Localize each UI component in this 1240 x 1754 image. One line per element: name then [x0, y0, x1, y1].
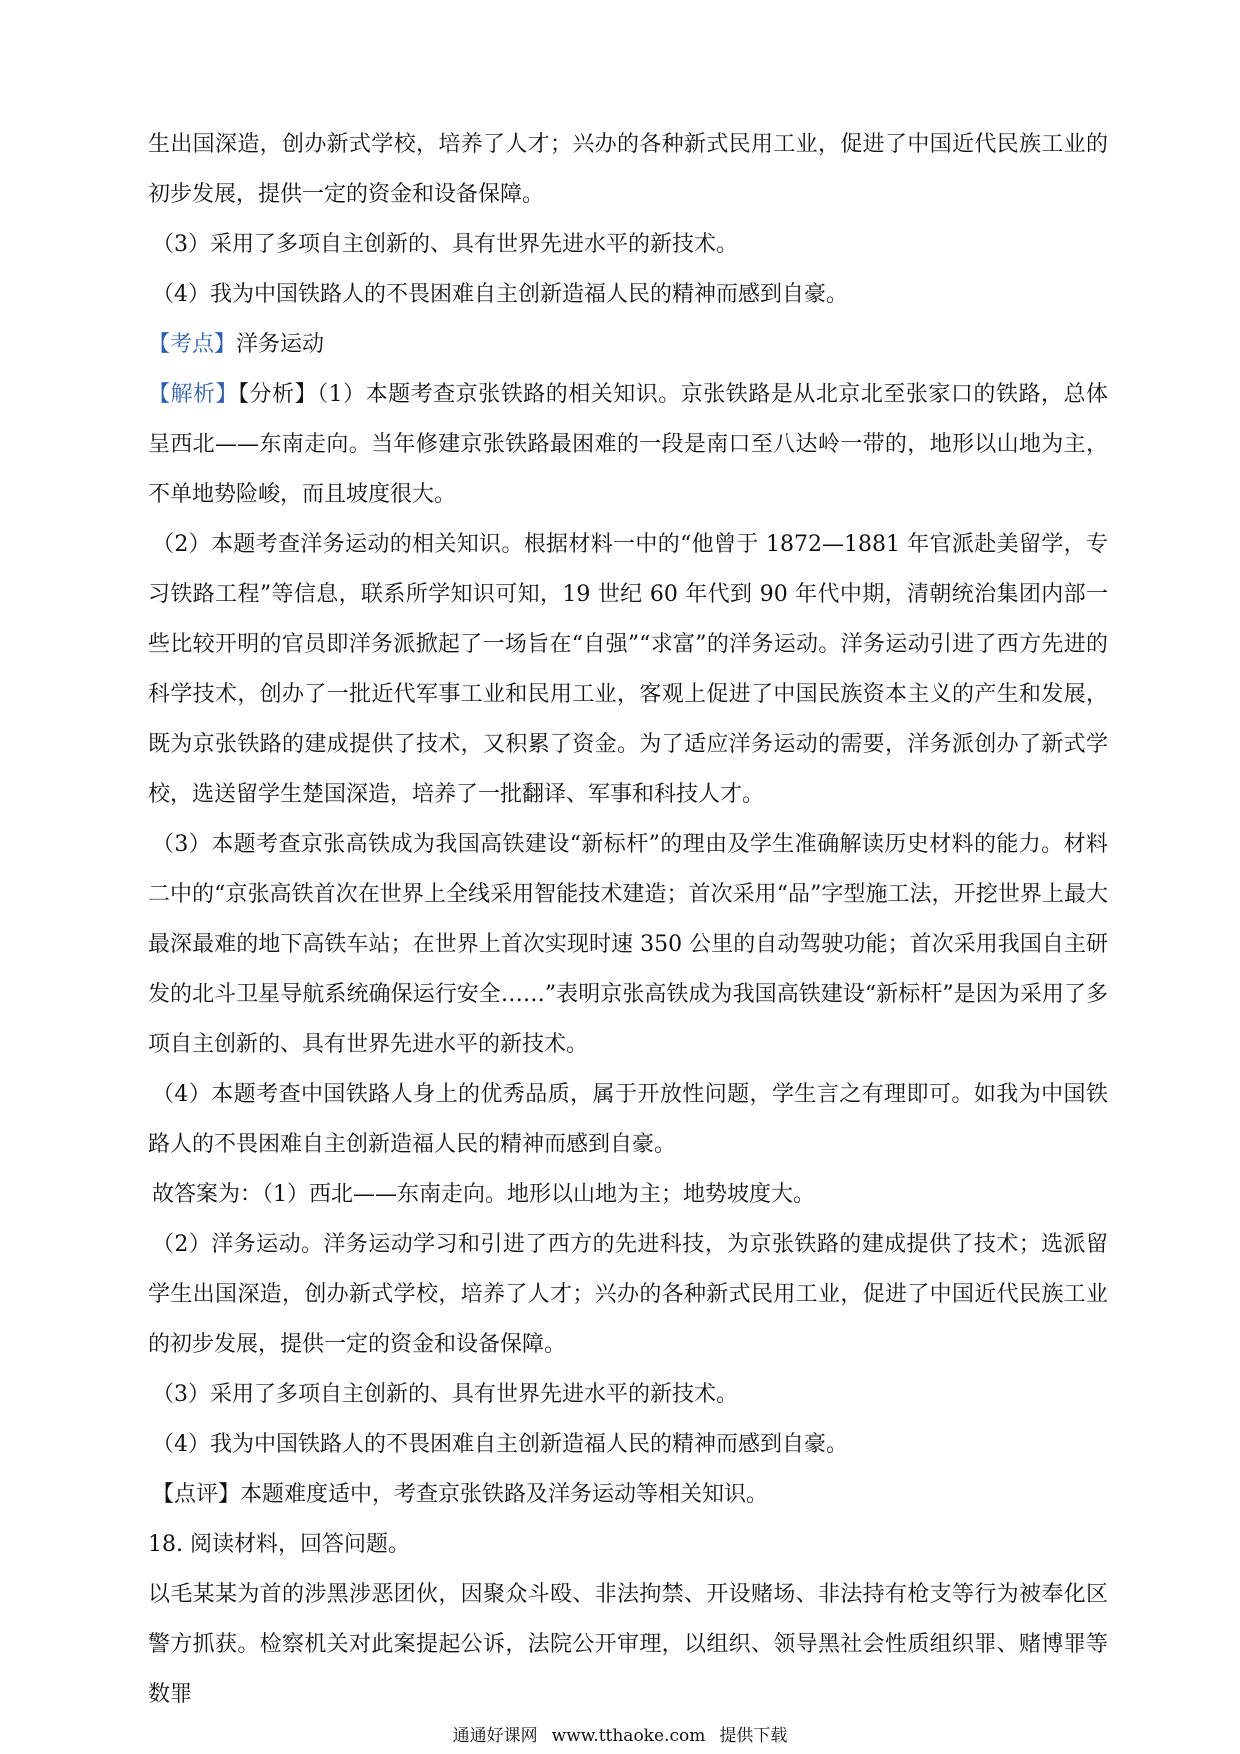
- answer-summary: 故答案为：（1）西北——东南走向。地形以山地为主；地势坡度大。: [152, 1182, 815, 1207]
- answer-summary-item-4: （4）我为中国铁路人的不畏困难自主创新造福人民的精神而感到自豪。: [152, 1432, 848, 1457]
- key-point-text: 洋务运动: [236, 332, 325, 357]
- analysis-tag: 【解析】: [148, 382, 239, 407]
- question-18-material: 以毛某某为首的涉黑涉恶团伙，因聚众斗殴、非法拘禁、开设赌场、非法持有枪支等行为被奉化区警方抓获。检察机关对此案提起公诉，法院公开审理，以组织、领导黑社会性质组织罪、赌博罪等数罪: [148, 1582, 1108, 1707]
- page-footer: [0, 1726, 1240, 1746]
- analysis-item-2: （2）本题考查洋务运动的相关知识。根据材料一中的“他曾于 1872—1881 年官派赴美留学，专习铁路工程”等信息，联系所学知识可知，19 世纪 60 年代到 90 年代中期，清朝统治集团内部一些比较开明的官员即洋务派掀起了一场旨在“自强”“求富”的洋务运动。洋务运动引进了西方先进的科学技术，创办了一批近代军事工业和民用工业，客观上促进了中国民族资本主义的产生和发展，既为京张铁路的建成提供了技术，又积累了资金。为了适应洋务运动的需要，洋务派创办了新式学校，选送留学生楚国深造，培养了一批翻译、军事和科技人才。: [148, 532, 1108, 807]
- key-point-tag: 【考点】: [148, 332, 237, 357]
- comment-paragraph: 【点评】本题难度适中，考查京张铁路及洋务运动等相关知识。: [152, 1482, 769, 1507]
- analysis-text: 【分析】（1）本题考查京张铁路的相关知识。京张铁路是从北京北至张家口的铁路，总体呈西北——东南走向。当年修建京张铁路最困难的一段是南口至八达岭一带的，地形以山地为主，不单地势险峻，而且坡度很大。: [148, 382, 1108, 507]
- answer-item-3: （3）采用了多项自主创新的、具有世界先进水平的新技术。: [152, 232, 738, 257]
- answer-summary-item-3: （3）采用了多项自主创新的、具有世界先进水平的新技术。: [152, 1382, 738, 1407]
- analysis-item-3: （3）本题考查京张高铁成为我国高铁建设“新标杆”的理由及学生准确解读历史材料的能力。材料二中的“京张高铁首次在世界上全线采用智能技术建造；首次采用“品”字型施工法，开挖世界上最大最深最难的地下高铁车站；在世界上首次实现时速 350 公里的自动驾驶功能；首次采用我国自主研发的北斗卫星导航系统确保运行安全……”表明京张高铁成为我国高铁建设“新标杆”是因为采用了多项自主创新的、具有世界先进水平的新技术。: [148, 832, 1108, 1057]
- footer-url: www.tthaoke.com: [551, 1726, 706, 1746]
- key-point-paragraph: [148, 320, 1108, 370]
- footer-site-name: 通通好课网: [452, 1726, 538, 1746]
- footer-suffix: 提供下载: [719, 1726, 788, 1746]
- paragraph-continuation: 生出国深造，创办新式学校，培养了人才；兴办的各种新式民用工业，促进了中国近代民族工业的初步发展，提供一定的资金和设备保障。: [148, 132, 1108, 207]
- analysis-item-4: （4）本题考查中国铁路人身上的优秀品质，属于开放性问题，学生言之有理即可。如我为中国铁路人的不畏困难自主创新造福人民的精神而感到自豪。: [148, 1082, 1108, 1157]
- answer-item-4: （4）我为中国铁路人的不畏困难自主创新造福人民的精神而感到自豪。: [152, 282, 848, 307]
- document-body: [148, 120, 1108, 1720]
- question-18-heading: 18. 阅读材料，回答问题。: [148, 1532, 410, 1557]
- answer-summary-item-2: （2）洋务运动。洋务运动学习和引进了西方的先进科技，为京张铁路的建成提供了技术；选派留学生出国深造，创办新式学校，培养了人才；兴办的各种新式民用工业，促进了中国近代民族工业的初步发展，提供一定的资金和设备保障。: [148, 1232, 1108, 1357]
- analysis-paragraph: [148, 370, 1108, 520]
